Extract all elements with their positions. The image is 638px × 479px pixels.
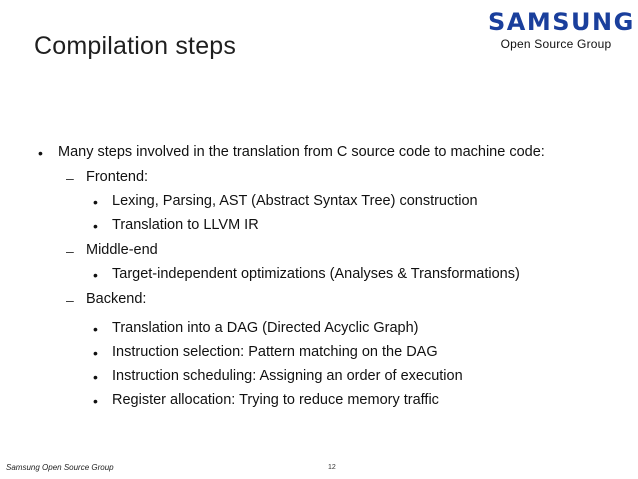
bullet-icon: •: [93, 393, 98, 409]
bullet-icon: •: [93, 218, 98, 234]
bullet-icon: •: [93, 194, 98, 210]
bullet-icon: •: [93, 321, 98, 337]
list-item: Target-independent optimizations (Analyses & Transformations): [112, 266, 520, 282]
footer-org: Samsung Open Source Group: [6, 463, 114, 472]
section-heading-backend: Backend:: [86, 291, 147, 307]
slide-title: Compilation steps: [34, 32, 237, 60]
section-heading-middle-end: Middle-end: [86, 242, 158, 258]
list-item: Translation into a DAG (Directed Acyclic Graph): [112, 320, 419, 336]
bullet-icon: •: [93, 267, 98, 283]
logo-wordmark: SAMSUNG: [488, 8, 635, 36]
bullet-icon: •: [38, 145, 43, 161]
list-item: Lexing, Parsing, AST (Abstract Syntax Tree) construction: [112, 193, 478, 209]
list-item: Instruction scheduling: Assigning an order of execution: [112, 368, 463, 384]
bullet-icon: •: [93, 369, 98, 385]
logo-subtitle: Open Source Group: [500, 37, 612, 51]
main-bullet-text: Many steps involved in the translation from C source code to machine code:: [58, 144, 545, 160]
dash-icon: –: [66, 170, 74, 186]
samsung-logo: [488, 8, 635, 51]
list-item: Instruction selection: Pattern matching on the DAG: [112, 344, 438, 360]
dash-icon: –: [66, 243, 74, 259]
page-number: 12: [328, 464, 336, 471]
section-heading-frontend: Frontend:: [86, 169, 149, 185]
list-item: Register allocation: Trying to reduce memory traffic: [112, 392, 439, 408]
bullet-icon: •: [93, 345, 98, 361]
dash-icon: –: [66, 292, 74, 308]
list-item: Translation to LLVM IR: [112, 217, 259, 233]
